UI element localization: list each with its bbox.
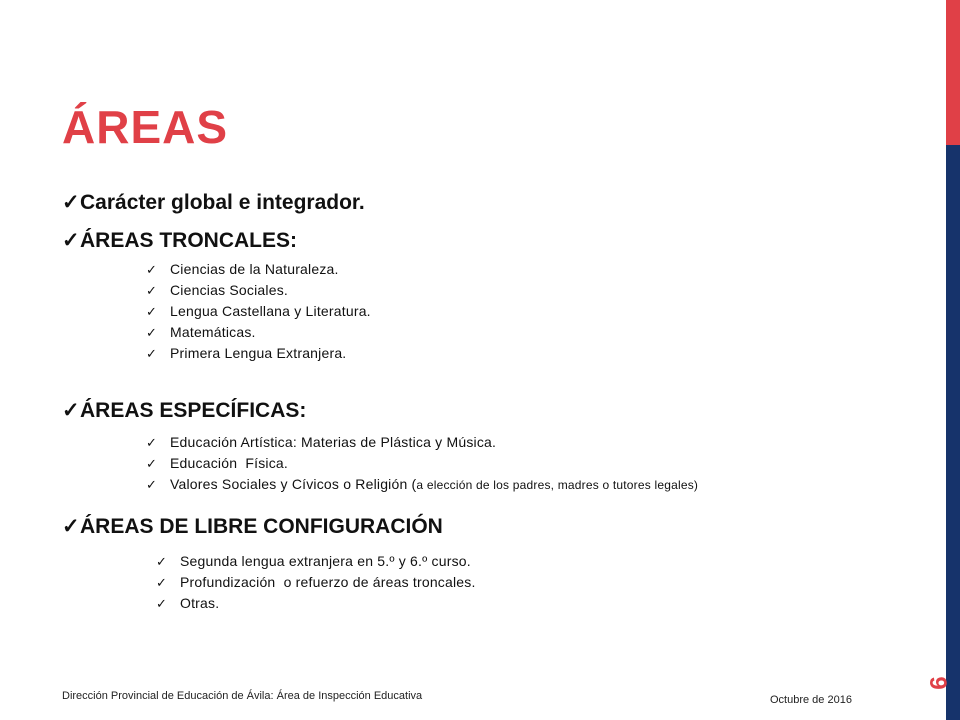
footer-date: Octubre de 2016: [770, 694, 852, 706]
religion-choice-note: a elección de los padres, madres o tutores legales): [416, 478, 699, 492]
bullet-text: Carácter global e integrador.: [80, 191, 365, 214]
list-item: ✓ Ciencias de la Naturaleza.: [146, 259, 371, 280]
checkmark-icon: ✓: [62, 515, 80, 538]
checkmark-icon: ✓: [62, 229, 80, 252]
bullet-text: ÁREAS DE LIBRE CONFIGURACIÓN: [80, 515, 443, 538]
list-item: ✓ Ciencias Sociales.: [146, 280, 371, 301]
checkmark-icon: ✓: [146, 304, 158, 319]
bullet-text: ÁREAS TRONCALES:: [80, 229, 298, 252]
list-item: ✓ Valores Sociales y Cívicos o Religión (a elección de los padres, madres o tutores legales): [146, 474, 698, 495]
list-item: ✓ Profundización o refuerzo de áreas troncales.: [156, 572, 476, 593]
especificas-list: [146, 432, 698, 495]
checkmark-icon: ✓: [146, 283, 158, 298]
troncales-list: [146, 259, 371, 364]
checkmark-icon: ✓: [146, 456, 158, 471]
bullet-text: ÁREAS ESPECÍFICAS:: [80, 399, 307, 422]
page-number: 9: [924, 676, 951, 690]
list-item: ✓ Educación Física.: [146, 453, 698, 474]
list-item: ✓ Lengua Castellana y Literatura.: [146, 301, 371, 322]
checkmark-icon: ✓: [62, 399, 80, 422]
edge-bar-navy: [946, 145, 960, 720]
checkmark-icon: ✓: [156, 575, 168, 590]
edge-bar-red: [946, 0, 960, 145]
checkmark-icon: ✓: [146, 346, 158, 361]
bullet-areas-especificas: [62, 398, 306, 423]
checkmark-icon: ✓: [146, 435, 158, 450]
libre-configuracion-list: [156, 551, 476, 614]
checkmark-icon: ✓: [146, 477, 158, 492]
checkmark-icon: ✓: [146, 325, 158, 340]
checkmark-icon: ✓: [146, 262, 158, 277]
list-item: ✓ Primera Lengua Extranjera.: [146, 343, 371, 364]
bullet-caracter-global: [62, 190, 365, 215]
checkmark-icon: ✓: [62, 191, 80, 214]
list-item: ✓ Matemáticas.: [146, 322, 371, 343]
checkmark-icon: ✓: [156, 596, 168, 611]
footer-organization: Dirección Provincial de Educación de Ávila: Área de Inspección Educativa: [62, 690, 423, 702]
checkmark-icon: ✓: [156, 554, 168, 569]
list-item: ✓ Segunda lengua extranjera en 5.º y 6.º curso.: [156, 551, 476, 572]
slide-title: ÁREAS: [62, 101, 229, 153]
bullet-areas-troncales: [62, 228, 297, 253]
list-item: ✓ Educación Artística: Materias de Plástica y Música.: [146, 432, 698, 453]
list-item: ✓ Otras.: [156, 593, 476, 614]
bullet-areas-libre-configuracion: [62, 514, 443, 539]
